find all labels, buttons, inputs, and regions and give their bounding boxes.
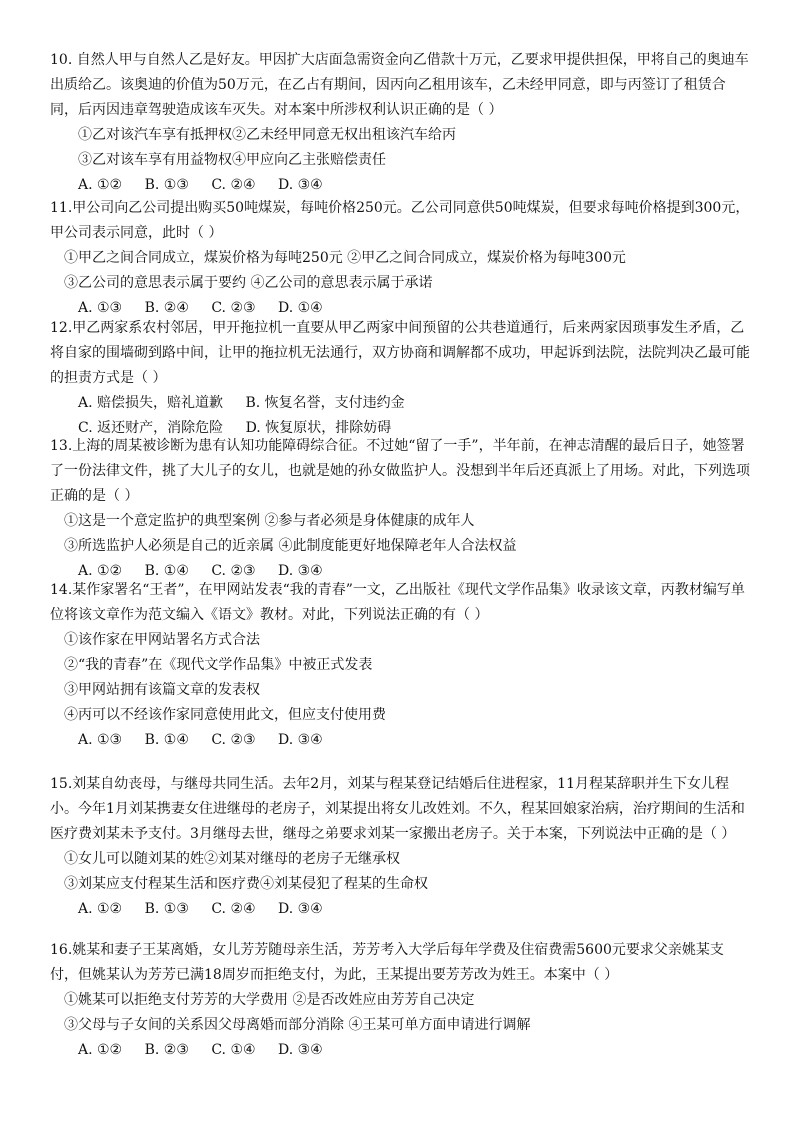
- choice-d[interactable]: D. ①④: [278, 300, 323, 316]
- choice-a[interactable]: A. ①③: [78, 300, 123, 316]
- choice-d[interactable]: D. ③④: [278, 563, 323, 579]
- statement-line: ①乙对该汽车享有抵押权②乙未经甲同意无权出租该汽车给丙: [78, 127, 456, 143]
- question-stem: 15.刘某自幼丧母，与继母共同生活。去年2月，刘某与程某登记结婚后住进程家，11月程某辞职并生下女儿程小。今年1月刘某携妻女住进继母的老房子，刘某提出将女儿改姓刘。不久，程某回娘家治病，治疗期间的生活和医疗费刘某未予支付。3月继母去世，继母之弟要求刘某一家搬出老房子。关于本案，下列说法中正确的是（ ）: [50, 776, 745, 842]
- choice-a[interactable]: A. ①②: [78, 177, 123, 193]
- choice-row: [50, 897, 750, 922]
- choice-b[interactable]: B. ①③: [144, 901, 189, 917]
- question-12: [50, 316, 750, 441]
- statement-line: ③刘某应支付程某生活和医疗费④刘某侵犯了程某的生命权: [64, 876, 428, 892]
- statement-line: ①姚某可以拒绝支付芳芳的大学费用 ②是否改姓应由芳芳自己决定: [64, 992, 475, 1008]
- statement-line: ①该作家在甲网站署名方式合法: [64, 632, 260, 648]
- statement-line: ③所选监护人必须是自己的近亲属 ④此制度能更好地保障老年人合法权益: [64, 538, 517, 554]
- question-stem: 12.甲乙两家系农村邻居，甲开拖拉机一直要从甲乙两家中间预留的公共巷道通行，后来两家因琐事发生矛盾，乙将自家的围墙砌到路中间，让甲的拖拉机无法通行，双方协商和调解都不成功，甲起诉到法院，法院判决乙最可能的担责方式是（ ）: [50, 320, 750, 386]
- question-stem: 14.某作家署名“王者”，在甲网站发表“我的青春”一文，乙出版社《现代文学作品集》收录该文章，丙教材编写单位将该文章作为范文编入《语文》教材。对此，下列说法正确的有（ ）: [50, 582, 745, 623]
- statement-line: ③甲网站拥有该篇文章的发表权: [64, 682, 260, 698]
- choice-d[interactable]: D. 恢复原状，排除妨碍: [245, 420, 392, 436]
- question-stem: 10. 自然人甲与自然人乙是好友。甲因扩大店面急需资金向乙借款十万元，乙要求甲提供担保，甲将自己的奥迪车出质给乙。该奥迪的价值为50万元，在乙占有期间，因丙向乙租用该车，乙未经甲同意，即与丙签订了租赁合同，后丙因违章驾驶造成该车灭失。对本案中所涉权利认识正确的是（ ）: [50, 52, 749, 118]
- choice-d[interactable]: D. ③④: [278, 177, 323, 193]
- question-15: [50, 772, 750, 922]
- choice-row: [50, 173, 750, 198]
- choice-a[interactable]: A. ①②: [78, 901, 123, 917]
- question-stem: 11.甲公司向乙公司提出购买50吨煤炭，每吨价格250元。乙公司同意供50吨煤炭，但要求每吨价格提到300元，甲公司表示同意，此时（ ）: [50, 200, 750, 241]
- question-11: [50, 196, 750, 321]
- choice-row: [50, 728, 750, 753]
- statement-line: ③乙公司的意思表示属于要约 ④乙公司的意思表示属于承诺: [64, 275, 433, 291]
- choice-b[interactable]: B. ②④: [144, 300, 189, 316]
- statement-line: ①这是一个意定监护的典型案例 ②参与者必须是身体健康的成年人: [64, 513, 475, 529]
- choice-b[interactable]: B. ②③: [144, 1042, 189, 1058]
- choice-a[interactable]: A. ①③: [78, 732, 123, 748]
- choice-c[interactable]: C. 返还财产，消除危险: [78, 420, 224, 436]
- statement-line: ③父母与子女间的关系因父母离婚而部分消除 ④王某可单方面申请进行调解: [64, 1017, 531, 1033]
- choice-d[interactable]: D. ③④: [278, 901, 323, 917]
- question-14: [50, 578, 750, 753]
- choice-a[interactable]: A. ①②: [78, 563, 123, 579]
- statement-line: ①女儿可以随刘某的姓②刘某对继母的老房子无继承权: [64, 851, 400, 867]
- choice-c[interactable]: C. ②③: [211, 300, 256, 316]
- statement-line: ④丙可以不经该作家同意使用此文，但应支付使用费: [64, 707, 386, 723]
- choice-d[interactable]: D. ③④: [278, 1042, 323, 1058]
- question-stem: 16.姚某和妻子王某离婚，女儿芳芳随母亲生活，芳芳考入大学后每年学费及住宿费需5600元要求父亲姚某支付，但姚某认为芳芳已满18周岁而拒绝支付，为此，王某提出要芳芳改为姓王。本案中（ ）: [50, 942, 724, 983]
- choice-a[interactable]: A. 赔偿损失，赔礼道歉: [78, 395, 224, 411]
- choice-d[interactable]: D. ③④: [278, 732, 323, 748]
- question-stem: 13.上海的周某被诊断为患有认知功能障碍综合征。不过她“留了一手”，半年前，在神志清醒的最后日子，她签署了一份法律文件，挑了大儿子的女儿，也就是她的孙女做监护人。没想到半年后还真派上了用场。对此，下列选项正确的是（ ）: [50, 438, 750, 504]
- choice-b[interactable]: B. ①④: [144, 732, 189, 748]
- choice-b[interactable]: B. ①③: [144, 177, 189, 193]
- statement-line: ①甲乙之间合同成立，煤炭价格为每吨250元 ②甲乙之间合同成立，煤炭价格为每吨300元: [64, 250, 626, 266]
- choice-a[interactable]: A. ①②: [78, 1042, 123, 1058]
- choice-c[interactable]: C. ①④: [211, 1042, 256, 1058]
- question-10: [50, 48, 750, 198]
- choice-b[interactable]: B. ①④: [144, 563, 189, 579]
- choice-c[interactable]: C. ②④: [211, 901, 256, 917]
- question-13: [50, 434, 750, 584]
- choice-row: [50, 1038, 750, 1063]
- choice-row: [50, 391, 750, 416]
- choice-c[interactable]: C. ②③: [211, 563, 256, 579]
- choice-b[interactable]: B. 恢复名誉，支付违约金: [245, 395, 405, 411]
- statement-line: ②“我的青春”在《现代文学作品集》中被正式发表: [64, 657, 373, 673]
- question-16: [50, 938, 750, 1063]
- statement-line: ③乙对该车享有用益物权④甲应向乙主张赔偿责任: [78, 152, 386, 168]
- choice-c[interactable]: C. ②④: [211, 177, 256, 193]
- choice-c[interactable]: C. ②③: [211, 732, 256, 748]
